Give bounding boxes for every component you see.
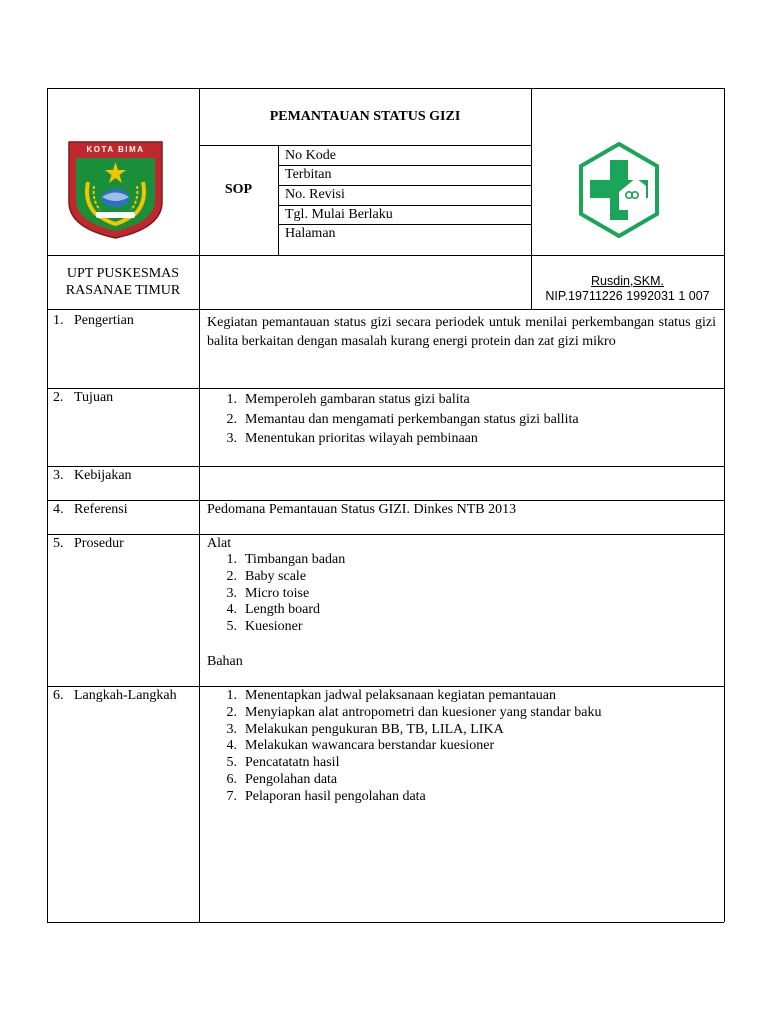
meta-no-revisi-label: No. Revisi (285, 187, 345, 202)
section-number-kebijakan: 3. (53, 468, 64, 483)
sop-document-page: KOTA BIMA PEMANTAUAN STATUS GIZI SOP No Kode Terbitan No. Revisi Tgl. Mulai Berlaku Halaman UPT PUSKESMAS RASANAE TIMUR Rusdin,SKM. NIP.19711226 1992031 1 007 1. Pengertian Kegiatan pemantauan status gizi secara periodek untuk menilai perkembangan status gizi balita berkaitan dengan masalah kurang energi protein dan zat gizi mikro 2. Tujuan 1. Memperoleh gambaran status gizi balita 2. Memantau dan mengamati perkembangan status gizi ballita 3. Menentukan prioritas wilayah pembinaan 3. Kebijakan 4. Referensi Pedomana Pemantauan Status GIZI. Dinkes NTB 2013 5. Prosedur Alat 1. Timbangan badan 2. Baby scale 3. Micro toise 4. Length board 5. Kuesioner Bahan 6. Langkah-Langkah 1. Menentapkan jadwal pelaksanaan kegiatan pemantauan 2. Menyiapkan alat antropometri dan kuesioner yang standar baku 3. Melakukan pengukuran BB, TB, LILA, LIKA 4. Melakukan wawancara berstandar kuesioner 5. Pencatatatn hasil 6. Pengolahan data 7. Pelaporan hasil pengolahan data (0, 0, 768, 1024)
signer-nip: NIP.19711226 1992031 1 007 (545, 289, 710, 303)
referensi-text: Pedomana Pemantauan Status GIZI. Dinkes NTB 2013 (207, 502, 517, 517)
section-label-langkah: Langkah-Langkah (74, 688, 177, 703)
section-label-referensi: Referensi (74, 502, 128, 517)
section-number-referensi: 4. (53, 502, 64, 517)
puskesmas-logo-icon (578, 142, 660, 238)
signer-name: Rusdin,SKM. (591, 274, 664, 288)
bahan-heading: Bahan (207, 654, 243, 669)
section-label-tujuan: Tujuan (74, 390, 114, 405)
document-title: PEMANTAUAN STATUS GIZI (269, 109, 461, 124)
section-number-prosedur: 5. (53, 536, 64, 551)
alat-heading: Alat (207, 536, 232, 551)
meta-no-kode-label: No Kode (285, 148, 336, 163)
meta-terbitan-label: Terbitan (285, 167, 332, 182)
pengertian-text: Kegiatan pemantauan status gizi secara periodek untuk menilai perkembangan status gizi balita berkaitan dengan masalah kurang energi protein dan zat gizi mikro (207, 315, 716, 349)
meta-halaman-label: Halaman (285, 226, 336, 241)
org-name-line1: UPT PUSKESMAS (66, 266, 180, 281)
svg-text:KOTA BIMA: KOTA BIMA (86, 145, 145, 154)
sop-label: SOP (224, 182, 253, 197)
puskesmas-logo (578, 142, 660, 238)
kota-bima-emblem-icon (66, 140, 165, 240)
section-label-kebijakan: Kebijakan (74, 468, 132, 483)
kota-bima-logo (66, 140, 165, 240)
org-name-line2: RASANAE TIMUR (65, 283, 181, 298)
section-label-prosedur: Prosedur (74, 536, 124, 551)
section-number-langkah: 6. (53, 688, 64, 703)
section-number-tujuan: 2. (53, 390, 64, 405)
section-number-pengertian: 1. (53, 313, 64, 328)
meta-tgl-mulai-berlaku-label: Tgl. Mulai Berlaku (285, 207, 393, 222)
section-label-pengertian: Pengertian (74, 313, 134, 328)
